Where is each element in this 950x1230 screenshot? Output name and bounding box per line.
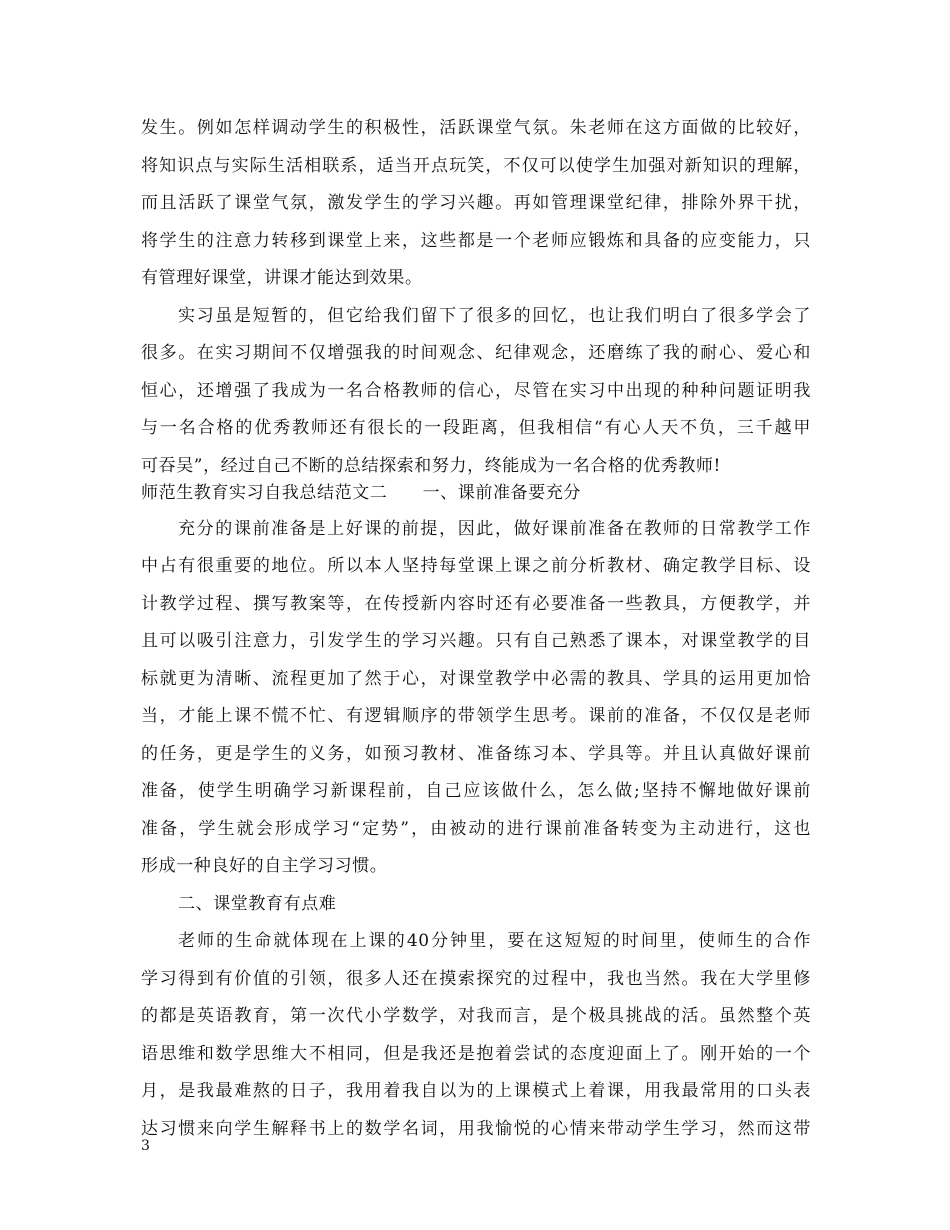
section-heading: 二、课堂教育有点难 bbox=[178, 894, 337, 914]
paragraph-first-line: 老师的生命就体现在上课的40分钟里，要在这短短的时间里，使师生的合作 bbox=[178, 931, 811, 951]
text-line: 且可以吸引注意力，引发学生的学习兴趣。只有自己熟悉了课本，对课堂教学的目 bbox=[141, 631, 811, 651]
text-line: 可吞吴”，经过自己不断的总结探索和努力，终能成为一名合格的优秀教师! bbox=[141, 456, 721, 476]
text-line: 的都是英语教育，第一次代小学数学，对我而言，是个极具挑战的活。虽然整个英 bbox=[141, 1006, 811, 1026]
text-line: 月，是我最难熬的日子，我用着我自以为的上课模式上着课，用我最常用的口头表 bbox=[141, 1081, 811, 1101]
text-line: 达习惯来向学生解释书上的数学名词，用我愉悦的心情来带动学生学习，然而这带 bbox=[141, 1119, 811, 1139]
text-line: 中占有很重要的地位。所以本人坚持每堂课上课之前分析教材、确定教学目标、设 bbox=[141, 556, 811, 576]
text-line: 计教学过程、撰写教案等，在传授新内容时还有必要准备一些教具，方便教学，并 bbox=[141, 594, 811, 614]
paragraph-first-line: 充分的课前准备是上好课的前提，因此，做好课前准备在教师的日常教学工作 bbox=[178, 519, 811, 539]
text-line: 与一名合格的优秀教师还有很长的一段距离，但我相信“有心人天不负，三千越甲 bbox=[141, 418, 811, 438]
text-line: 将学生的注意力转移到课堂上来，这些都是一个老师应锻炼和具备的应变能力，只 bbox=[141, 231, 811, 251]
text-line: 发生。例如怎样调动学生的积极性，活跃课堂气氛。朱老师在这方面做的比较好， bbox=[141, 118, 811, 138]
page-number: 3 bbox=[141, 1138, 150, 1154]
text-line: 的任务，更是学生的义务，如预习教材、准备练习本、学具等。并且认真做好课前 bbox=[141, 744, 811, 764]
text-line: 学习得到有价值的引领，很多人还在摸索探究的过程中，我也当然。我在大学里修 bbox=[141, 969, 811, 989]
section-title: 师范生教育实习自我总结范文二 一、课前准备要充分 bbox=[141, 483, 581, 503]
text-line: 而且活跃了课堂气氛，激发学生的学习兴趣。再如管理课堂纪律，排除外界干扰， bbox=[141, 193, 811, 213]
paragraph-first-line: 实习虽是短暂的，但它给我们留下了很多的回忆，也让我们明白了很多学会了 bbox=[178, 306, 811, 326]
text-line: 语思维和数学思维大不相同，但是我还是抱着尝试的态度迎面上了。刚开始的一个 bbox=[141, 1044, 811, 1064]
text-line: 恒心，还增强了我成为一名合格教师的信心，尽管在实习中出现的种种问题证明我 bbox=[141, 381, 811, 401]
text-line: 很多。在实习期间不仅增强我的时间观念、纪律观念，还磨练了我的耐心、爱心和 bbox=[141, 343, 811, 363]
text-line: 有管理好课堂，讲课才能达到效果。 bbox=[141, 268, 423, 288]
text-line: 标就更为清晰、流程更加了然于心，对课堂教学中必需的教具、学具的运用更加恰 bbox=[141, 669, 811, 689]
text-line: 形成一种良好的自主学习习惯。 bbox=[141, 856, 388, 876]
text-line: 准备，学生就会形成学习“定势”，由被动的进行课前准备转变为主动进行，这也 bbox=[141, 819, 811, 839]
text-line: 当，才能上课不慌不忙、有逻辑顺序的带领学生思考。课前的准备，不仅仅是老师 bbox=[141, 706, 811, 726]
text-line: 将知识点与实际生活相联系，适当开点玩笑，不仅可以使学生加强对新知识的理解， bbox=[141, 156, 811, 176]
text-line: 准备，使学生明确学习新课程前，自己应该做什么，怎么做;坚持不懈地做好课前 bbox=[141, 781, 811, 801]
